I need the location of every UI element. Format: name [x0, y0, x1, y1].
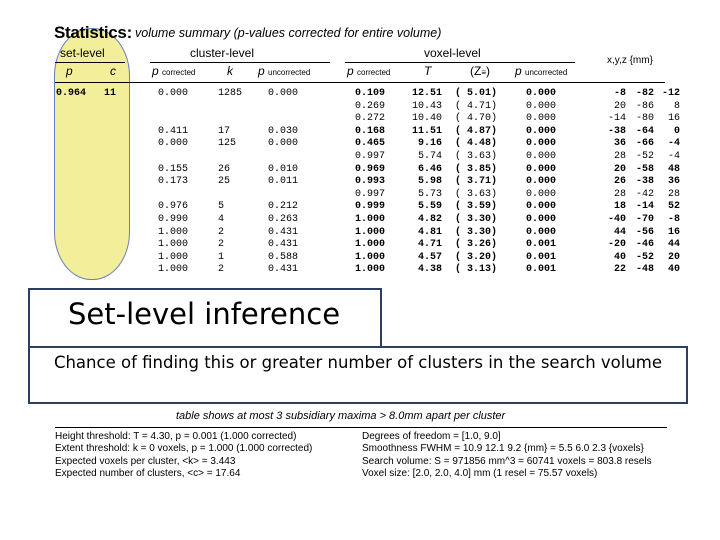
voxel-t-cell: 4.38: [417, 264, 442, 276]
expected-voxels: Expected voxels per cluster, <k> = 3.443: [55, 455, 236, 467]
voxel-t-cell: 4.71: [417, 239, 442, 251]
voxel-t-column: [402, 88, 442, 277]
coord-z-cell: 16: [667, 226, 680, 238]
cluster-p-uncorrected-cell: 0.000: [268, 88, 299, 99]
voxel-punc-header: [515, 64, 567, 78]
voxel-t-cell: 10.40: [411, 113, 442, 125]
coord-y-cell: -82: [635, 88, 654, 99]
cluster-p-uncorrected-cell: 0.011: [268, 176, 299, 188]
coord-y-cell: -70: [635, 213, 654, 225]
voxel-p-corrected-cell: 1.000: [355, 226, 386, 238]
coord-x-column: [598, 88, 626, 277]
cluster-p-uncorrected-cell: [268, 189, 298, 202]
coord-y-cell: -48: [635, 264, 654, 276]
p-symbol: p: [347, 64, 354, 78]
cluster-p-corrected-cell: 1.000: [158, 239, 189, 251]
coord-y-cell: -42: [635, 188, 654, 200]
cluster-p-corrected-cell: [158, 101, 188, 114]
cluster-punc-header: [258, 64, 310, 78]
coord-x-cell: 20: [613, 163, 626, 175]
voxel-p-corrected-cell: 0.465: [355, 138, 386, 150]
cluster-extent-cell: 4: [218, 213, 225, 225]
cluster-p-uncorrected-cell: 0.030: [268, 125, 299, 137]
coord-z-cell: 28: [667, 188, 680, 200]
voxel-z-cell: ( 4.70): [455, 113, 498, 125]
cluster-extent-cell: 5: [218, 201, 225, 213]
p-symbol: p: [258, 64, 265, 78]
voxel-pcorr-column: [355, 88, 385, 277]
coord-z-cell: -8: [667, 213, 680, 225]
z-subscript: ≡: [481, 68, 486, 77]
cluster-p-uncorrected-cell: 0.431: [268, 239, 299, 251]
coord-y-cell: -46: [635, 239, 654, 251]
cluster-extent-cell: 26: [218, 163, 231, 175]
coord-x-cell: 22: [613, 264, 626, 276]
voxel-p-corrected-cell: 0.969: [355, 163, 386, 175]
z-close: ): [486, 64, 490, 78]
degrees-of-freedom: Degrees of freedom = [1.0, 9.0]: [362, 431, 501, 442]
cluster-p-corrected-cell: [158, 189, 188, 202]
cluster-p-uncorrected-cell: 0.588: [268, 251, 299, 263]
cluster-p-corrected-cell: 0.173: [158, 176, 189, 188]
voxel-z-cell: ( 3.59): [455, 201, 498, 213]
cluster-p-corrected-cell: 0.411: [158, 125, 189, 137]
coord-y-cell: -52: [635, 150, 654, 162]
coord-z-cell: 20: [667, 251, 680, 263]
voxel-t-cell: 5.98: [417, 176, 442, 188]
voxel-p-uncorrected-cell: 0.001: [526, 239, 557, 251]
voxel-z-cell: ( 3.63): [455, 150, 498, 162]
coord-x-cell: -14: [607, 113, 626, 125]
voxel-z-cell: ( 4.71): [455, 100, 498, 112]
cluster-p-corrected-cell: 1.000: [158, 226, 189, 238]
voxel-p-corrected-cell: 0.272: [355, 113, 386, 125]
voxel-p-corrected-cell: 0.999: [355, 201, 386, 213]
set-level-inference-box: [28, 288, 382, 348]
coord-y-cell: -64: [635, 125, 654, 137]
coord-y-cell: -38: [635, 176, 654, 188]
voxel-p-uncorrected-cell: 0.000: [526, 100, 557, 112]
cluster-p-uncorrected-cell: 0.263: [268, 213, 299, 225]
voxel-t-cell: 4.82: [417, 213, 442, 225]
cluster-extent-cell: 1285: [218, 88, 243, 99]
expected-clusters: Expected number of clusters, <c> = 17.64: [55, 468, 241, 480]
coord-x-cell: -20: [607, 239, 626, 251]
voxel-p-uncorrected-cell: 0.001: [526, 251, 557, 263]
cluster-p-corrected-cell: 0.990: [158, 213, 189, 225]
voxel-p-uncorrected-cell: 0.000: [526, 188, 557, 200]
cluster-p-uncorrected-cell: [268, 151, 298, 164]
voxel-p-uncorrected-cell: 0.000: [526, 213, 557, 225]
voxel-z-column: [455, 88, 497, 277]
voxel-level-rule: [345, 62, 575, 63]
set-level-description-box: [28, 346, 688, 404]
cluster-p-corrected-cell: 0.000: [158, 138, 189, 150]
p-symbol: p: [152, 64, 159, 78]
cluster-extent-cell: 2: [218, 239, 225, 251]
cluster-extent-cell: 2: [218, 226, 225, 238]
coord-z-cell: 8: [673, 100, 680, 112]
voxel-z-cell: ( 4.48): [455, 138, 498, 150]
coord-z-cell: 40: [667, 264, 680, 276]
coord-y-cell: -14: [635, 201, 654, 213]
set-level-description: Chance of finding this or greater number of clusters in the search volume: [53, 353, 663, 372]
coordinates-header: x,y,z {mm}: [607, 55, 653, 66]
cluster-extent-cell: 2: [218, 264, 225, 276]
coord-z-cell: -12: [661, 88, 680, 99]
coord-x-cell: 44: [613, 226, 626, 238]
cluster-p-corrected-cell: [158, 113, 188, 126]
cluster-p-uncorrected-cell: 0.212: [268, 201, 299, 213]
cluster-p-uncorrected-cell: 0.431: [268, 226, 299, 238]
coord-y-cell: -56: [635, 226, 654, 238]
voxel-p-uncorrected-cell: 0.000: [526, 176, 557, 188]
voxel-t-cell: 11.51: [411, 125, 442, 137]
table-header-rule: [55, 82, 665, 83]
voxel-t-cell: 5.73: [417, 188, 442, 200]
voxel-z-cell: ( 3.20): [455, 251, 498, 263]
cluster-p-corrected-cell: 1.000: [158, 251, 189, 263]
cluster-extent-cell: 25: [218, 176, 231, 188]
search-volume: Search volume: S = 971856 mm^3 = 60741 voxels = 803.8 resels: [362, 455, 652, 467]
voxel-p-uncorrected-cell: 0.000: [526, 150, 557, 162]
coord-x-cell: 36: [613, 138, 626, 150]
coord-y-column: [628, 88, 654, 277]
cluster-p-uncorrected-cell: 0.431: [268, 264, 299, 276]
cluster-pcorr-column: [158, 88, 188, 277]
voxel-z-cell: ( 5.01): [455, 88, 498, 99]
voxel-punc-column: [526, 88, 556, 277]
uncorrected-subscript: uncorrected: [525, 68, 568, 77]
voxel-p-corrected-cell: 1.000: [355, 239, 386, 251]
coord-z-column: [658, 88, 680, 277]
uncorrected-subscript: uncorrected: [268, 68, 311, 77]
voxel-p-corrected-cell: 1.000: [355, 264, 386, 276]
coord-y-cell: -86: [635, 100, 654, 112]
cluster-p-uncorrected-cell: 0.010: [268, 163, 299, 175]
cluster-p-uncorrected-cell: [268, 113, 298, 126]
voxel-p-uncorrected-cell: 0.000: [526, 113, 557, 125]
voxel-z-cell: ( 3.63): [455, 188, 498, 200]
voxel-p-uncorrected-cell: 0.000: [526, 163, 557, 175]
cluster-extent-cell: 125: [218, 138, 237, 150]
cluster-k-header: k: [227, 64, 233, 78]
page-title: Statistics:: [54, 23, 132, 42]
corrected-subscript: corrected: [357, 68, 391, 77]
voxel-p-uncorrected-cell: 0.000: [526, 125, 557, 137]
voxel-z-cell: ( 3.71): [455, 176, 498, 188]
cluster-p-uncorrected-cell: [268, 101, 298, 114]
voxel-p-uncorrected-cell: 0.000: [526, 138, 557, 150]
voxel-p-corrected-cell: 0.168: [355, 125, 386, 137]
voxel-level-header: voxel-level: [424, 46, 481, 60]
coord-x-cell: 28: [613, 188, 626, 200]
footer-right: [362, 431, 652, 481]
voxel-z-cell: ( 3.13): [455, 264, 498, 276]
voxel-t-cell: 4.81: [417, 226, 442, 238]
p-symbol: p: [515, 64, 522, 78]
voxel-size: Voxel size: [2.0, 2.0, 4.0] mm (1 resel = 75.57 voxels): [362, 468, 598, 480]
cluster-pcorr-header: [152, 64, 195, 78]
voxel-pcorr-header: [347, 64, 390, 78]
voxel-t-cell: 5.74: [417, 150, 442, 162]
coord-y-cell: -52: [635, 251, 654, 263]
set-c-value: 11: [104, 88, 117, 99]
cluster-punc-column: [268, 88, 298, 277]
coord-x-cell: -8: [613, 88, 626, 99]
cluster-p-corrected-cell: 0.976: [158, 201, 189, 213]
extent-threshold: Extent threshold: k = 0 voxels, p = 1.000 (1.000 corrected): [55, 443, 313, 455]
coord-x-cell: 40: [613, 251, 626, 263]
coord-z-cell: -4: [667, 138, 680, 150]
set-level-header: set-level: [60, 46, 105, 60]
cluster-extent-cell: [218, 101, 242, 114]
coord-z-cell: 16: [667, 113, 680, 125]
cluster-extent-cell: 1: [218, 251, 225, 263]
height-threshold: Height threshold: T = 4.30, p = 0.001 (1.000 corrected): [55, 431, 297, 442]
cluster-p-corrected-cell: [158, 151, 188, 164]
voxel-p-corrected-cell: 0.997: [355, 188, 386, 200]
set-level-inference-title: Set-level inference: [68, 297, 341, 331]
subsidiary-maxima-note: table shows at most 3 subsidiary maxima > 8.0mm apart per cluster: [176, 410, 506, 422]
cluster-extent-cell: [218, 189, 242, 202]
cluster-p-corrected-cell: 0.000: [158, 88, 189, 99]
voxel-t-header: T: [424, 64, 432, 78]
cluster-k-column: [218, 88, 242, 277]
voxel-t-cell: 10.43: [411, 100, 442, 112]
coord-z-cell: 36: [667, 176, 680, 188]
voxel-t-cell: 6.46: [417, 163, 442, 175]
voxel-t-cell: 12.51: [411, 88, 442, 99]
coord-z-cell: 52: [667, 201, 680, 213]
cluster-extent-cell: [218, 113, 242, 126]
voxel-p-corrected-cell: 0.993: [355, 176, 386, 188]
set-c-header: c: [110, 64, 116, 78]
voxel-t-cell: 9.16: [417, 138, 442, 150]
cluster-p-corrected-cell: 0.155: [158, 163, 189, 175]
coord-y-cell: -66: [635, 138, 654, 150]
coord-x-cell: 18: [613, 201, 626, 213]
set-p-header: p: [66, 64, 73, 78]
coord-x-cell: -38: [607, 125, 626, 137]
set-p-value: 0.964: [56, 88, 87, 99]
voxel-z-cell: ( 3.30): [455, 213, 498, 225]
voxel-z-cell: ( 3.85): [455, 163, 498, 175]
z-open: (Z: [470, 64, 482, 78]
cluster-p-uncorrected-cell: 0.000: [268, 138, 299, 150]
voxel-p-uncorrected-cell: 0.000: [526, 226, 557, 238]
cluster-extent-cell: 17: [218, 125, 231, 137]
voxel-z-cell: ( 3.26): [455, 239, 498, 251]
coord-y-cell: -80: [635, 113, 654, 125]
set-level-rule: [55, 62, 125, 63]
coord-z-cell: 0: [673, 125, 680, 137]
voxel-z-cell: ( 3.30): [455, 226, 498, 238]
voxel-z-cell: ( 4.87): [455, 125, 498, 137]
cluster-level-rule: [150, 62, 330, 63]
voxel-p-uncorrected-cell: 0.001: [526, 264, 557, 276]
voxel-p-corrected-cell: 0.997: [355, 150, 386, 162]
smoothness: Smoothness FWHM = 10.9 12.1 9.2 {mm} = 5.5 6.0 2.3 {voxels}: [362, 443, 644, 455]
voxel-p-uncorrected-cell: 0.000: [526, 88, 557, 99]
coord-z-cell: 44: [667, 239, 680, 251]
cluster-level-header: cluster-level: [190, 46, 255, 60]
voxel-z-header: [470, 64, 490, 78]
cluster-p-corrected-cell: 1.000: [158, 264, 189, 276]
footer-rule: [55, 427, 667, 428]
cluster-extent-cell: [218, 151, 242, 164]
voxel-t-cell: 5.59: [417, 201, 442, 213]
voxel-t-cell: 4.57: [417, 251, 442, 263]
page-subtitle: volume summary (p-values corrected for entire volume): [135, 26, 442, 40]
coord-x-cell: 20: [613, 100, 626, 112]
voxel-p-corrected-cell: 0.109: [355, 88, 386, 99]
corrected-subscript: corrected: [162, 68, 196, 77]
voxel-p-uncorrected-cell: 0.000: [526, 201, 557, 213]
coord-z-cell: 48: [667, 163, 680, 175]
footer-left: [55, 431, 312, 481]
coord-z-cell: -4: [667, 150, 680, 162]
coord-x-cell: 28: [613, 150, 626, 162]
coord-y-cell: -58: [635, 163, 654, 175]
coord-x-cell: -40: [607, 213, 626, 225]
coord-x-cell: 26: [613, 176, 626, 188]
voxel-p-corrected-cell: 1.000: [355, 251, 386, 263]
voxel-p-corrected-cell: 1.000: [355, 213, 386, 225]
voxel-p-corrected-cell: 0.269: [355, 100, 386, 112]
